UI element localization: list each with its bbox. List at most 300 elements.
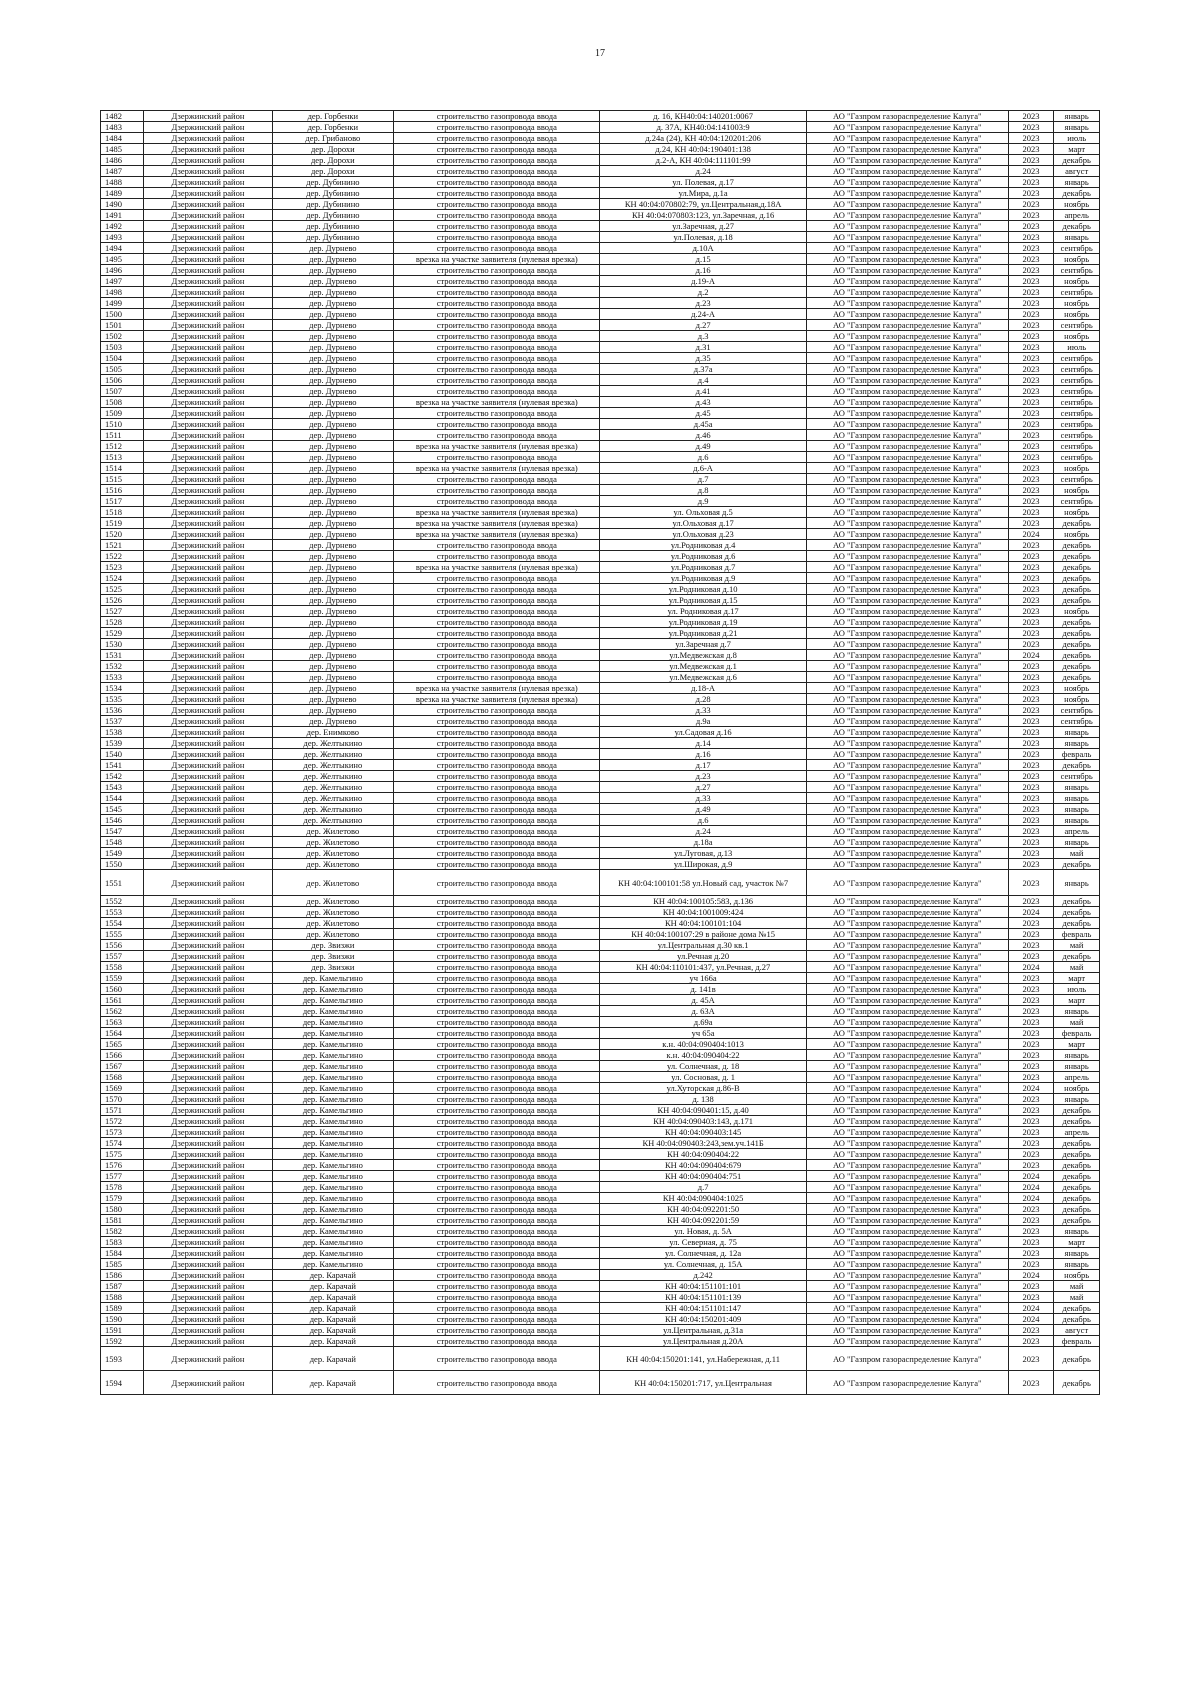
cell-district: Дзержинский район [144, 826, 272, 837]
cell-month: февраль [1054, 749, 1100, 760]
cell-address: КН 40:04:092201:50 [600, 1204, 806, 1215]
cell-work: строительство газопровода ввода [394, 232, 600, 243]
cell-settlement: дер. Камельгино [272, 1259, 394, 1270]
cell-month: декабрь [1054, 540, 1100, 551]
cell-n: 1536 [101, 705, 144, 716]
cell-month: декабрь [1054, 661, 1100, 672]
cell-org: АО "Газпром газораспределение Калуга" [806, 804, 1008, 815]
cell-org: АО "Газпром газораспределение Калуга" [806, 529, 1008, 540]
cell-org: АО "Газпром газораспределение Калуга" [806, 760, 1008, 771]
cell-settlement: дер. Горбенки [272, 111, 394, 122]
cell-settlement: дер. Камельгино [272, 1061, 394, 1072]
cell-work: строительство газопровода ввода [394, 1292, 600, 1303]
cell-settlement: дер. Дубинино [272, 210, 394, 221]
table-row [101, 166, 1100, 177]
table-row [101, 1215, 1100, 1226]
cell-work: строительство газопровода ввода [394, 896, 600, 907]
cell-month: декабрь [1054, 551, 1100, 562]
cell-work: строительство газопровода ввода [394, 364, 600, 375]
cell-year: 2023 [1008, 122, 1054, 133]
cell-district: Дзержинский район [144, 940, 272, 951]
cell-settlement: дер. Енимково [272, 727, 394, 738]
cell-work: врезка на участке заявителя (нулевая врезка) [394, 529, 600, 540]
table-row [101, 1149, 1100, 1160]
cell-address: д.8 [600, 485, 806, 496]
cell-address: д.33 [600, 705, 806, 716]
cell-district: Дзержинский район [144, 551, 272, 562]
cell-work: строительство газопровода ввода [394, 496, 600, 507]
cell-year: 2023 [1008, 430, 1054, 441]
cell-district: Дзержинский район [144, 529, 272, 540]
cell-n: 1545 [101, 804, 144, 815]
cell-address: д. 16, КН40:04:140201:0067 [600, 111, 806, 122]
cell-work: строительство газопровода ввода [394, 1347, 600, 1371]
cell-settlement: дер. Камельгино [272, 1204, 394, 1215]
cell-month: декабрь [1054, 1105, 1100, 1116]
cell-settlement: дер. Камельгино [272, 1094, 394, 1105]
cell-settlement: дер. Карачай [272, 1371, 394, 1395]
cell-n: 1549 [101, 848, 144, 859]
cell-work: строительство газопровода ввода [394, 276, 600, 287]
cell-work: строительство газопровода ввода [394, 474, 600, 485]
cell-district: Дзержинский район [144, 133, 272, 144]
cell-settlement: дер. Дурнево [272, 683, 394, 694]
cell-work: врезка на участке заявителя (нулевая врезка) [394, 694, 600, 705]
cell-month: ноябрь [1054, 606, 1100, 617]
cell-n: 1532 [101, 661, 144, 672]
cell-settlement: дер. Дубинино [272, 232, 394, 243]
cell-n: 1482 [101, 111, 144, 122]
table-row [101, 518, 1100, 529]
cell-work: строительство газопровода ввода [394, 1270, 600, 1281]
cell-year: 2023 [1008, 441, 1054, 452]
cell-settlement: дер. Дурнево [272, 507, 394, 518]
cell-year: 2023 [1008, 1105, 1054, 1116]
cell-n: 1561 [101, 995, 144, 1006]
cell-org: АО "Газпром газораспределение Калуга" [806, 918, 1008, 929]
cell-month: декабрь [1054, 1171, 1100, 1182]
cell-work: строительство газопровода ввода [394, 1314, 600, 1325]
cell-address: уч 65а [600, 1028, 806, 1039]
cell-year: 2023 [1008, 199, 1054, 210]
cell-settlement: дер. Дурнево [272, 298, 394, 309]
cell-settlement: дер. Жилетово [272, 826, 394, 837]
table-row [101, 859, 1100, 870]
cell-n: 1573 [101, 1127, 144, 1138]
cell-year: 2023 [1008, 342, 1054, 353]
cell-district: Дзержинский район [144, 144, 272, 155]
cell-n: 1567 [101, 1061, 144, 1072]
table-row [101, 210, 1100, 221]
table-row [101, 342, 1100, 353]
cell-work: строительство газопровода ввода [394, 375, 600, 386]
cell-n: 1523 [101, 562, 144, 573]
cell-settlement: дер. Дурнево [272, 694, 394, 705]
cell-n: 1533 [101, 672, 144, 683]
cell-org: АО "Газпром газораспределение Калуга" [806, 973, 1008, 984]
cell-settlement: дер. Дурнево [272, 353, 394, 364]
table-row [101, 573, 1100, 584]
cell-address: КН 40:04:090404:22 [600, 1149, 806, 1160]
cell-n: 1520 [101, 529, 144, 540]
cell-n: 1531 [101, 650, 144, 661]
cell-org: АО "Газпром газораспределение Калуга" [806, 199, 1008, 210]
cell-month: январь [1054, 815, 1100, 826]
cell-settlement: дер. Дурнево [272, 540, 394, 551]
cell-district: Дзержинский район [144, 441, 272, 452]
cell-work: строительство газопровода ввода [394, 650, 600, 661]
cell-n: 1483 [101, 122, 144, 133]
table-row [101, 1160, 1100, 1171]
cell-district: Дзержинский район [144, 793, 272, 804]
cell-year: 2024 [1008, 529, 1054, 540]
cell-district: Дзержинский район [144, 177, 272, 188]
cell-settlement: дер. Грибаново [272, 133, 394, 144]
cell-org: АО "Газпром газораспределение Калуга" [806, 518, 1008, 529]
cell-settlement: дер. Жилетово [272, 870, 394, 896]
table-row [101, 1237, 1100, 1248]
cell-year: 2023 [1008, 551, 1054, 562]
cell-n: 1547 [101, 826, 144, 837]
cell-month: апрель [1054, 826, 1100, 837]
cell-year: 2023 [1008, 1039, 1054, 1050]
cell-org: АО "Газпром газораспределение Калуга" [806, 683, 1008, 694]
table-row [101, 639, 1100, 650]
cell-year: 2023 [1008, 562, 1054, 573]
cell-settlement: дер. Дорохи [272, 155, 394, 166]
cell-address: ул.Центральная, д.31а [600, 1325, 806, 1336]
table-row [101, 1270, 1100, 1281]
cell-settlement: дер. Дурнево [272, 529, 394, 540]
cell-year: 2023 [1008, 951, 1054, 962]
table-row [101, 1226, 1100, 1237]
cell-work: строительство газопровода ввода [394, 584, 600, 595]
cell-district: Дзержинский район [144, 771, 272, 782]
cell-org: АО "Газпром газораспределение Калуга" [806, 309, 1008, 320]
table-row [101, 496, 1100, 507]
cell-work: строительство газопровода ввода [394, 738, 600, 749]
cell-work: строительство газопровода ввода [394, 342, 600, 353]
cell-n: 1579 [101, 1193, 144, 1204]
cell-work: строительство газопровода ввода [394, 1116, 600, 1127]
cell-month: сентябрь [1054, 771, 1100, 782]
cell-n: 1548 [101, 837, 144, 848]
table-row [101, 331, 1100, 342]
cell-year: 2023 [1008, 463, 1054, 474]
cell-org: АО "Газпром газораспределение Калуга" [806, 951, 1008, 962]
cell-year: 2023 [1008, 1336, 1054, 1347]
table-row [101, 826, 1100, 837]
cell-work: врезка на участке заявителя (нулевая врезка) [394, 463, 600, 474]
cell-address: ул.Родниковая д.19 [600, 617, 806, 628]
cell-address: д. 45А [600, 995, 806, 1006]
cell-year: 2023 [1008, 573, 1054, 584]
cell-org: АО "Газпром газораспределение Калуга" [806, 606, 1008, 617]
cell-month: январь [1054, 177, 1100, 188]
cell-work: строительство газопровода ввода [394, 1325, 600, 1336]
cell-address: д.10А [600, 243, 806, 254]
cell-n: 1576 [101, 1160, 144, 1171]
cell-org: АО "Газпром газораспределение Калуга" [806, 1160, 1008, 1171]
cell-n: 1487 [101, 166, 144, 177]
table-row [101, 1083, 1100, 1094]
cell-settlement: дер. Дурнево [272, 672, 394, 683]
cell-district: Дзержинский район [144, 353, 272, 364]
table-row [101, 984, 1100, 995]
cell-address: д. 63А [600, 1006, 806, 1017]
cell-address: КН 40:04:1001009:424 [600, 907, 806, 918]
table-row [101, 265, 1100, 276]
cell-district: Дзержинский район [144, 672, 272, 683]
cell-address: КН 40:04:090401:15, д.40 [600, 1105, 806, 1116]
cell-work: строительство газопровода ввода [394, 1281, 600, 1292]
cell-year: 2023 [1008, 837, 1054, 848]
cell-n: 1587 [101, 1281, 144, 1292]
cell-n: 1498 [101, 287, 144, 298]
table-row [101, 177, 1100, 188]
cell-year: 2023 [1008, 848, 1054, 859]
cell-month: сентябрь [1054, 375, 1100, 386]
cell-work: врезка на участке заявителя (нулевая врезка) [394, 683, 600, 694]
cell-district: Дзержинский район [144, 221, 272, 232]
cell-address: ул.Ольховая д.17 [600, 518, 806, 529]
cell-year: 2023 [1008, 507, 1054, 518]
cell-address: д.19-А [600, 276, 806, 287]
cell-month: ноябрь [1054, 463, 1100, 474]
cell-n: 1484 [101, 133, 144, 144]
table-row [101, 782, 1100, 793]
cell-district: Дзержинский район [144, 1017, 272, 1028]
cell-work: строительство газопровода ввода [394, 1303, 600, 1314]
cell-n: 1566 [101, 1050, 144, 1061]
cell-settlement: дер. Дурнево [272, 463, 394, 474]
cell-work: строительство газопровода ввода [394, 1083, 600, 1094]
cell-month: декабрь [1054, 672, 1100, 683]
table-row [101, 1105, 1100, 1116]
cell-year: 2023 [1008, 1028, 1054, 1039]
table-row [101, 606, 1100, 617]
table-row [101, 815, 1100, 826]
cell-org: АО "Газпром газораспределение Калуга" [806, 1017, 1008, 1028]
table-row [101, 1193, 1100, 1204]
cell-address: КН 40:04:100107:29 в районе дома №15 [600, 929, 806, 940]
cell-settlement: дер. Камельгино [272, 1072, 394, 1083]
cell-address: КН 40:04:070802:79, ул.Центральная,д.18А [600, 199, 806, 210]
table-row [101, 694, 1100, 705]
cell-settlement: дер. Дурнево [272, 573, 394, 584]
cell-settlement: дер. Дурнево [272, 419, 394, 430]
cell-month: декабрь [1054, 518, 1100, 529]
cell-work: строительство газопровода ввода [394, 1171, 600, 1182]
cell-year: 2023 [1008, 804, 1054, 815]
cell-district: Дзержинский район [144, 804, 272, 815]
cell-settlement: дер. Дурнево [272, 628, 394, 639]
cell-work: строительство газопровода ввода [394, 951, 600, 962]
cell-n: 1559 [101, 973, 144, 984]
table-row [101, 705, 1100, 716]
cell-district: Дзержинский район [144, 430, 272, 441]
cell-settlement: дер. Желтыкино [272, 771, 394, 782]
cell-month: декабрь [1054, 1347, 1100, 1371]
cell-settlement: дер. Камельгино [272, 995, 394, 1006]
cell-n: 1581 [101, 1215, 144, 1226]
cell-address: ул. Солнечная, д. 15А [600, 1259, 806, 1270]
table-row [101, 907, 1100, 918]
cell-district: Дзержинский район [144, 386, 272, 397]
cell-year: 2023 [1008, 1215, 1054, 1226]
cell-work: строительство газопровода ввода [394, 1105, 600, 1116]
cell-year: 2023 [1008, 694, 1054, 705]
cell-year: 2023 [1008, 265, 1054, 276]
cell-work: строительство газопровода ввода [394, 804, 600, 815]
cell-org: АО "Газпром газораспределение Калуга" [806, 738, 1008, 749]
cell-n: 1546 [101, 815, 144, 826]
cell-org: АО "Газпром газораспределение Калуга" [806, 408, 1008, 419]
cell-work: строительство газопровода ввода [394, 984, 600, 995]
table-row [101, 452, 1100, 463]
cell-month: декабрь [1054, 617, 1100, 628]
cell-work: строительство газопровода ввода [394, 551, 600, 562]
cell-n: 1542 [101, 771, 144, 782]
cell-district: Дзержинский район [144, 243, 272, 254]
cell-address: д.69а [600, 1017, 806, 1028]
cell-org: АО "Газпром газораспределение Калуга" [806, 210, 1008, 221]
cell-work: строительство газопровода ввода [394, 144, 600, 155]
cell-district: Дзержинский район [144, 617, 272, 628]
cell-month: ноябрь [1054, 683, 1100, 694]
cell-address: ул. Северная, д. 75 [600, 1237, 806, 1248]
cell-year: 2023 [1008, 1237, 1054, 1248]
cell-address: КН 40:04:151101:147 [600, 1303, 806, 1314]
cell-address: д.15 [600, 254, 806, 265]
cell-address: КН 40:04:090403:243,зем.уч.141Б [600, 1138, 806, 1149]
cell-org: АО "Газпром газораспределение Калуга" [806, 485, 1008, 496]
cell-address: д.49 [600, 804, 806, 815]
cell-org: АО "Газпром газораспределение Калуга" [806, 1171, 1008, 1182]
cell-month: сентябрь [1054, 452, 1100, 463]
cell-n: 1522 [101, 551, 144, 562]
cell-settlement: дер. Дурнево [272, 606, 394, 617]
cell-year: 2023 [1008, 639, 1054, 650]
cell-settlement: дер. Горбенки [272, 122, 394, 133]
cell-address: д.24 [600, 826, 806, 837]
table-row [101, 1248, 1100, 1259]
cell-month: январь [1054, 1248, 1100, 1259]
cell-district: Дзержинский район [144, 1215, 272, 1226]
cell-org: АО "Газпром газораспределение Калуга" [806, 1193, 1008, 1204]
cell-district: Дзержинский район [144, 1248, 272, 1259]
cell-org: АО "Газпром газораспределение Калуга" [806, 1028, 1008, 1039]
cell-year: 2023 [1008, 221, 1054, 232]
cell-settlement: дер. Карачай [272, 1314, 394, 1325]
cell-org: АО "Газпром газораспределение Калуга" [806, 1072, 1008, 1083]
cell-year: 2023 [1008, 133, 1054, 144]
cell-month: январь [1054, 111, 1100, 122]
cell-org: АО "Газпром газораспределение Калуга" [806, 1215, 1008, 1226]
cell-address: д.16 [600, 265, 806, 276]
cell-work: строительство газопровода ввода [394, 331, 600, 342]
table-row [101, 144, 1100, 155]
cell-year: 2023 [1008, 397, 1054, 408]
cell-month: декабрь [1054, 1303, 1100, 1314]
cell-n: 1496 [101, 265, 144, 276]
cell-month: апрель [1054, 210, 1100, 221]
cell-address: ул.Родниковая д.4 [600, 540, 806, 551]
cell-address: д.46 [600, 430, 806, 441]
cell-district: Дзержинский район [144, 166, 272, 177]
cell-month: декабрь [1054, 650, 1100, 661]
cell-address: д.27 [600, 782, 806, 793]
cell-n: 1510 [101, 419, 144, 430]
cell-address: КН 40:04:110101:437, ул.Речная, д.27 [600, 962, 806, 973]
table-row [101, 221, 1100, 232]
cell-work: строительство газопровода ввода [394, 1149, 600, 1160]
cell-work: строительство газопровода ввода [394, 540, 600, 551]
cell-address: ул. Сосновая, д. 1 [600, 1072, 806, 1083]
table-row [101, 551, 1100, 562]
table-row [101, 353, 1100, 364]
table-row [101, 364, 1100, 375]
table-row [101, 386, 1100, 397]
table-row [101, 995, 1100, 1006]
cell-month: сентябрь [1054, 474, 1100, 485]
cell-address: д. 138 [600, 1094, 806, 1105]
cell-settlement: дер. Камельгино [272, 1160, 394, 1171]
cell-year: 2023 [1008, 815, 1054, 826]
cell-settlement: дер. Карачай [272, 1325, 394, 1336]
cell-month: декабрь [1054, 155, 1100, 166]
cell-month: ноябрь [1054, 199, 1100, 210]
table-row [101, 1325, 1100, 1336]
table-row [101, 1061, 1100, 1072]
cell-org: АО "Газпром газораспределение Калуга" [806, 166, 1008, 177]
cell-org: АО "Газпром газораспределение Калуга" [806, 705, 1008, 716]
table-row [101, 661, 1100, 672]
cell-org: АО "Газпром газораспределение Калуга" [806, 859, 1008, 870]
cell-address: д.2 [600, 287, 806, 298]
cell-district: Дзержинский район [144, 309, 272, 320]
table-row [101, 837, 1100, 848]
cell-org: АО "Газпром газораспределение Калуга" [806, 364, 1008, 375]
table-row [101, 650, 1100, 661]
cell-district: Дзержинский район [144, 694, 272, 705]
cell-settlement: дер. Дурнево [272, 551, 394, 562]
cell-month: январь [1054, 122, 1100, 133]
cell-org: АО "Газпром газораспределение Калуга" [806, 353, 1008, 364]
cell-month: декабрь [1054, 1314, 1100, 1325]
cell-year: 2023 [1008, 896, 1054, 907]
cell-district: Дзержинский район [144, 408, 272, 419]
cell-month: март [1054, 1237, 1100, 1248]
cell-org: АО "Газпром газораспределение Калуга" [806, 1248, 1008, 1259]
cell-address: ул.Медвежская д.8 [600, 650, 806, 661]
cell-org: АО "Газпром газораспределение Калуга" [806, 342, 1008, 353]
cell-org: АО "Газпром газораспределение Калуга" [806, 1325, 1008, 1336]
cell-n: 1564 [101, 1028, 144, 1039]
cell-address: КН 40:04:090404:679 [600, 1160, 806, 1171]
cell-district: Дзержинский район [144, 1237, 272, 1248]
cell-work: строительство газопровода ввода [394, 716, 600, 727]
table-row [101, 1171, 1100, 1182]
cell-month: сентябрь [1054, 397, 1100, 408]
cell-n: 1501 [101, 320, 144, 331]
cell-org: АО "Газпром газораспределение Калуга" [806, 232, 1008, 243]
cell-settlement: дер. Дурнево [272, 595, 394, 606]
cell-work: строительство газопровода ввода [394, 793, 600, 804]
cell-district: Дзержинский район [144, 1270, 272, 1281]
cell-work: строительство газопровода ввода [394, 1127, 600, 1138]
cell-month: декабрь [1054, 760, 1100, 771]
